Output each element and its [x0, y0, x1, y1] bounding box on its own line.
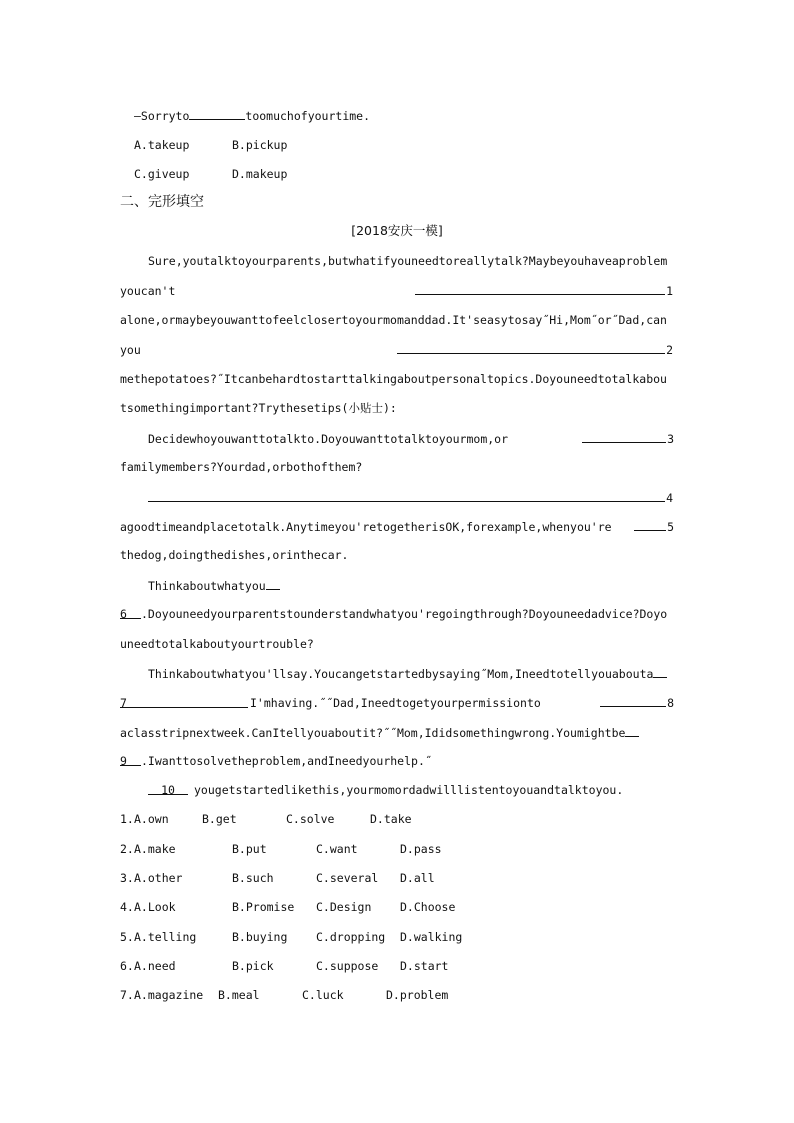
- choice-c: C.luck: [302, 988, 344, 1002]
- blank-number: 8: [667, 696, 674, 710]
- choice-d: D.take: [370, 812, 412, 826]
- passage-line-19: [148, 781, 674, 799]
- blank-number: 7: [120, 696, 127, 710]
- choice-a: A.magazine: [134, 988, 204, 1002]
- choice-c: C.suppose: [316, 959, 379, 973]
- answer-blank: [189, 106, 245, 120]
- choice-c: C.dropping: [316, 930, 386, 944]
- passage-line-14: uneedtotalkaboutyourtrouble?: [120, 637, 314, 651]
- choice-number: 1.: [120, 812, 134, 826]
- line-text: Decidewhoyouwanttotalkto.Doyouwanttotalktoyourmom,or: [148, 432, 509, 446]
- blank-number: 1: [666, 284, 673, 298]
- choice-number: 3.: [120, 871, 134, 885]
- source-label: [2018安庆一模]: [351, 223, 443, 238]
- choice-d: D.Choose: [400, 900, 456, 914]
- passage-line-2: [120, 281, 674, 299]
- option-a: A.takeup: [134, 138, 190, 152]
- section-title: 二、完形填空: [120, 194, 204, 210]
- passage-line-6: tsomethingimportant?Trythesetips(小贴士):: [120, 401, 397, 415]
- blank-number: 6: [120, 607, 127, 621]
- choice-number: 4.: [120, 900, 134, 914]
- line-text: aclasstripnextweek.CanItellyouaboutit?˝˝Mom,Ididsomethingwrong.Youmightbe: [120, 726, 626, 740]
- passage-line-17: [120, 723, 674, 741]
- blank-9: [120, 752, 141, 766]
- choice-number: 5.: [120, 930, 134, 944]
- passage-line-15: [148, 664, 674, 682]
- choice-number: 6.: [120, 959, 134, 973]
- blank-number: 5: [667, 520, 674, 534]
- dialog-suffix: toomuchofyourtime.: [245, 109, 371, 123]
- line-text: Thinkaboutwhatyou'llsay.Youcangetstartedbysaying˝Mom,Ineedtotellyouabouta: [148, 667, 654, 681]
- blank-6: [120, 605, 141, 619]
- passage-line-12: [148, 576, 674, 594]
- choice-d: D.pass: [400, 842, 442, 856]
- blank-number: 2: [666, 343, 673, 357]
- choice-d: D.start: [400, 959, 449, 973]
- choice-row-7: [120, 986, 674, 1004]
- prev-options-row-1: [134, 136, 688, 154]
- passage-line-16: [120, 693, 674, 711]
- line-text: .Doyouneedyourparentstounderstandwhatyou'regoingthrough?Doyouneedadvice?Doyo: [141, 607, 668, 621]
- choice-a: A.need: [134, 959, 176, 973]
- choice-b: B.meal: [218, 988, 260, 1002]
- line-text: I'mhaving.˝˝Dad,Ineedtogetyourpermissionto: [250, 696, 541, 710]
- passage-line-9: [148, 488, 674, 506]
- passage-line-1: Sure,youtalktoyourparents,butwhatifyouneedtoreallytalk?Maybeyouhaveaproblem: [148, 254, 668, 268]
- option-d: D.makeup: [232, 167, 288, 181]
- choice-number: 2.: [120, 842, 134, 856]
- passage-line-8: familymembers?Yourdad,orbothofthem?: [120, 460, 363, 474]
- blank-number: 3: [667, 432, 674, 446]
- prev-question-dialog: [134, 106, 688, 124]
- blank-7: [120, 694, 248, 708]
- option-b: B.pickup: [232, 138, 288, 152]
- choice-d: D.all: [400, 871, 435, 885]
- option-c: C.giveup: [134, 167, 190, 181]
- passage-line-7: [148, 429, 674, 447]
- blank-number: 4: [666, 491, 673, 505]
- blank-3: [582, 429, 666, 443]
- choice-a: A.own: [134, 812, 169, 826]
- line-text: Thinkaboutwhatyou: [148, 579, 266, 593]
- blank-4: [148, 488, 665, 502]
- choice-b: B.put: [232, 842, 267, 856]
- passage-line-10: [120, 517, 674, 535]
- choice-c: C.want: [316, 842, 358, 856]
- choice-c: C.solve: [286, 812, 335, 826]
- blank-2: [397, 340, 665, 354]
- line-text: yougetstartedlikethis,yourmomordadwilllistentoyouandtalktoyou.: [194, 783, 624, 797]
- dialog-prefix: —Sorryto: [134, 109, 190, 123]
- choice-b: B.such: [232, 871, 274, 885]
- choice-b: B.pick: [232, 959, 274, 973]
- choice-row-2: [120, 840, 674, 858]
- line-text: youcan't: [120, 284, 176, 298]
- blank-6-start: [266, 576, 280, 590]
- blank-8: [600, 693, 666, 707]
- passage-line-18: [120, 752, 674, 770]
- choice-a: A.Look: [134, 900, 176, 914]
- blank-5: [634, 517, 666, 531]
- choice-c: C.several: [316, 871, 379, 885]
- passage-line-13: [120, 605, 674, 623]
- choice-c: C.Design: [316, 900, 372, 914]
- choice-a: A.other: [134, 871, 183, 885]
- choice-d: D.problem: [386, 988, 449, 1002]
- choice-b: B.get: [202, 812, 237, 826]
- passage-line-3: alone,ormaybeyouwanttofeelclosertoyourmomanddad.It'seasytosay˝Hi,Mom˝or˝Dad,can: [120, 313, 667, 327]
- blank-number: 9: [120, 754, 127, 768]
- choice-row-5: [120, 928, 674, 946]
- passage-line-11: thedog,doingthedishes,orinthecar.: [120, 548, 349, 562]
- blank-1: [415, 281, 665, 295]
- choice-row-3: [120, 869, 674, 887]
- passage-line-4: [120, 340, 674, 358]
- choice-b: B.Promise: [232, 900, 295, 914]
- choice-a: A.telling: [134, 930, 197, 944]
- blank-number: 10: [161, 783, 175, 797]
- passage-line-5: methepotatoes?˝Itcanbehardtostarttalkingaboutpersonaltopics.Doyouneedtotalkabou: [120, 372, 667, 386]
- blank-7-start: [653, 664, 667, 678]
- choice-a: A.make: [134, 842, 176, 856]
- prev-options-row-2: [134, 165, 688, 183]
- blank-10: [148, 781, 188, 795]
- choice-row-4: [120, 898, 674, 916]
- choice-row-6: [120, 957, 674, 975]
- blank-9-start: [625, 723, 639, 737]
- line-text: .Iwanttosolvetheproblem,andIneedyourhelp.˝: [141, 754, 432, 768]
- choice-row-1: [120, 810, 674, 828]
- choice-d: D.walking: [400, 930, 463, 944]
- line-text: agoodtimeandplacetotalk.Anytimeyou'retogetherisOK,forexample,whenyou're: [120, 520, 612, 534]
- line-text: you: [120, 343, 141, 357]
- choice-b: B.buying: [232, 930, 288, 944]
- choice-number: 7.: [120, 988, 134, 1002]
